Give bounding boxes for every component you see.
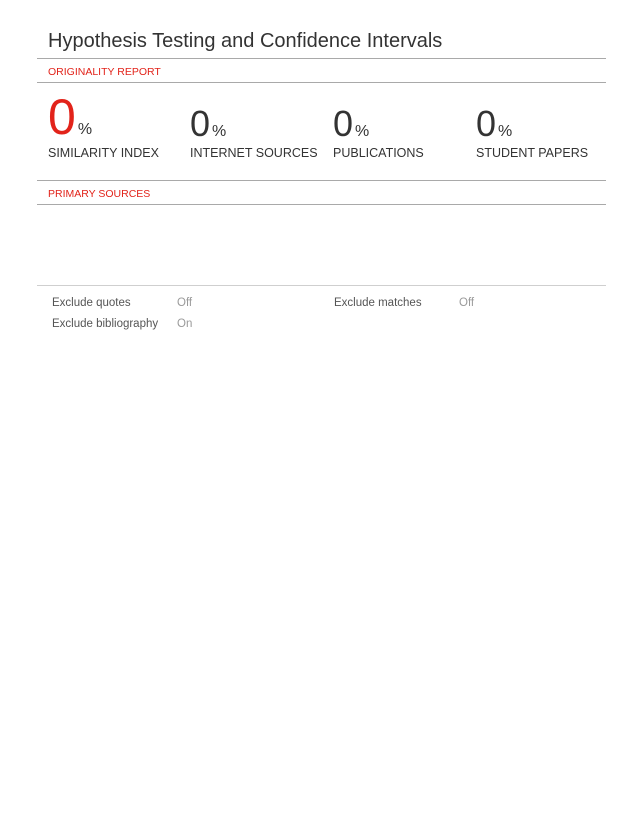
stat-internet-unit: % [212, 123, 227, 140]
stat-similarity-unit: % [77, 121, 93, 138]
stats-divider [37, 180, 606, 181]
stat-similarity-label: SIMILARITY INDEX [48, 146, 159, 160]
stat-internet-sources [190, 92, 330, 160]
stat-publications-value: 0 [333, 103, 354, 144]
page-title: Hypothesis Testing and Confidence Intervals [48, 30, 443, 52]
exclude-matches-label: Exclude matches [334, 297, 422, 309]
stat-student-unit: % [498, 123, 513, 140]
stat-similarity-value: 0 [48, 89, 76, 145]
options-divider [37, 285, 606, 286]
primary-sources-divider [37, 204, 606, 205]
stat-publications-label: PUBLICATIONS [333, 146, 424, 160]
exclude-quotes-value: Off [177, 297, 193, 309]
stat-internet-value: 0 [190, 103, 211, 144]
exclude-matches-value: Off [459, 297, 475, 309]
stat-student-papers [476, 92, 616, 160]
stat-publications-unit: % [355, 123, 370, 140]
exclude-bibliography-label: Exclude bibliography [52, 318, 159, 330]
stat-similarity-index [48, 89, 188, 160]
title-divider [37, 58, 606, 59]
stat-student-label: STUDENT PAPERS [476, 146, 589, 160]
exclude-bibliography-value: On [177, 318, 193, 330]
report-divider [37, 82, 606, 83]
exclude-quotes-label: Exclude quotes [52, 297, 131, 309]
stat-student-value: 0 [476, 103, 497, 144]
stat-internet-label: INTERNET SOURCES [190, 146, 318, 160]
originality-report-label: ORIGINALITY REPORT [48, 66, 161, 78]
stat-publications [333, 92, 473, 160]
primary-sources-label: PRIMARY SOURCES [48, 188, 151, 200]
